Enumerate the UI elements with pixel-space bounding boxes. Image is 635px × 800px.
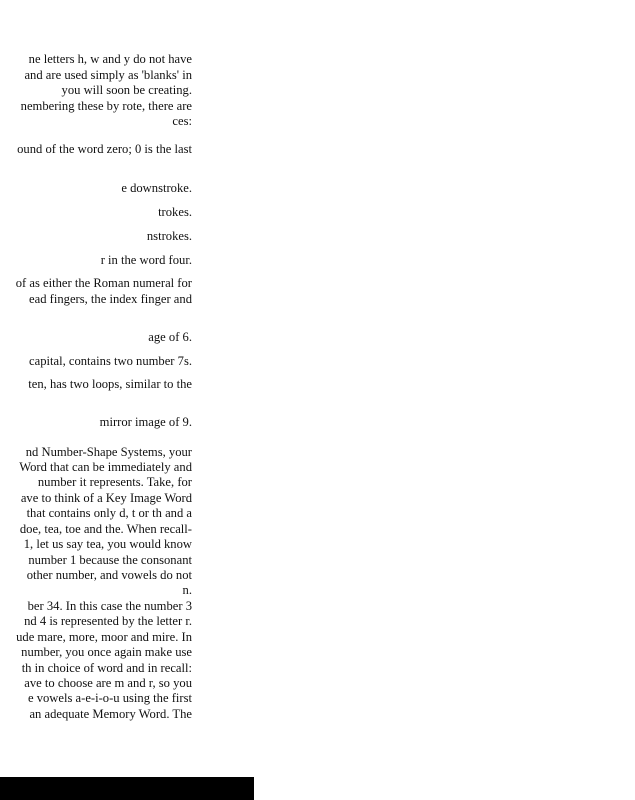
text-line: age of 6.: [148, 330, 192, 344]
text-line: number 1 because the consonant: [28, 553, 192, 567]
text-line: ave to think of a Key Image Word: [20, 491, 192, 505]
text-line: you will soon be creating.: [61, 83, 192, 97]
text-line: nd 4 is represented by the letter r.: [24, 614, 192, 628]
text-line: other number, and vowels do not: [26, 568, 192, 582]
text-line: ead fingers, the index finger and: [29, 292, 192, 306]
text-line: n.: [182, 583, 192, 597]
text-line: ave to choose are m and r, so you: [24, 676, 192, 690]
document-page-fragment: [0, 0, 254, 800]
text-line: e vowels a-e-i-o-u using the first: [27, 691, 192, 705]
text-line: Word that can be immediately and: [19, 460, 192, 474]
text-line: ces:: [172, 114, 192, 128]
text-line: that contains only d, t or th and a: [26, 506, 192, 520]
scan-edge-bar: [0, 777, 254, 800]
text-line: ten, has two loops, similar to the: [28, 377, 192, 391]
text-line: trokes.: [158, 205, 192, 219]
text-line: nembering these by rote, there are: [20, 99, 192, 113]
text-line: doe, tea, toe and the. When recall-: [19, 522, 192, 536]
text-line: number, you once again make use: [21, 645, 192, 659]
text-line: 1, let us say tea, you would know: [23, 537, 192, 551]
text-line: ber 34. In this case the number 3: [27, 599, 192, 613]
text-line: and are used simply as 'blanks' in: [24, 68, 192, 82]
text-line: nstrokes.: [146, 229, 192, 243]
text-line: of as either the Roman numeral for: [15, 276, 192, 290]
text-line: capital, contains two number 7s.: [29, 354, 192, 368]
text-line: nd Number-Shape Systems, your: [25, 445, 192, 459]
text-line: an adequate Memory Word. The: [29, 707, 192, 721]
text-line: th in choice of word and in recall:: [21, 661, 192, 675]
text-line: ound of the word zero; 0 is the last: [17, 142, 192, 156]
text-line: r in the word four.: [100, 253, 192, 267]
text-line: mirror image of 9.: [99, 415, 192, 429]
text-line: number it represents. Take, for: [37, 475, 192, 489]
text-line: ude mare, more, moor and mire. In: [16, 630, 192, 644]
text-line: e downstroke.: [121, 181, 192, 195]
text-line: ne letters h, w and y do not have: [28, 52, 192, 66]
